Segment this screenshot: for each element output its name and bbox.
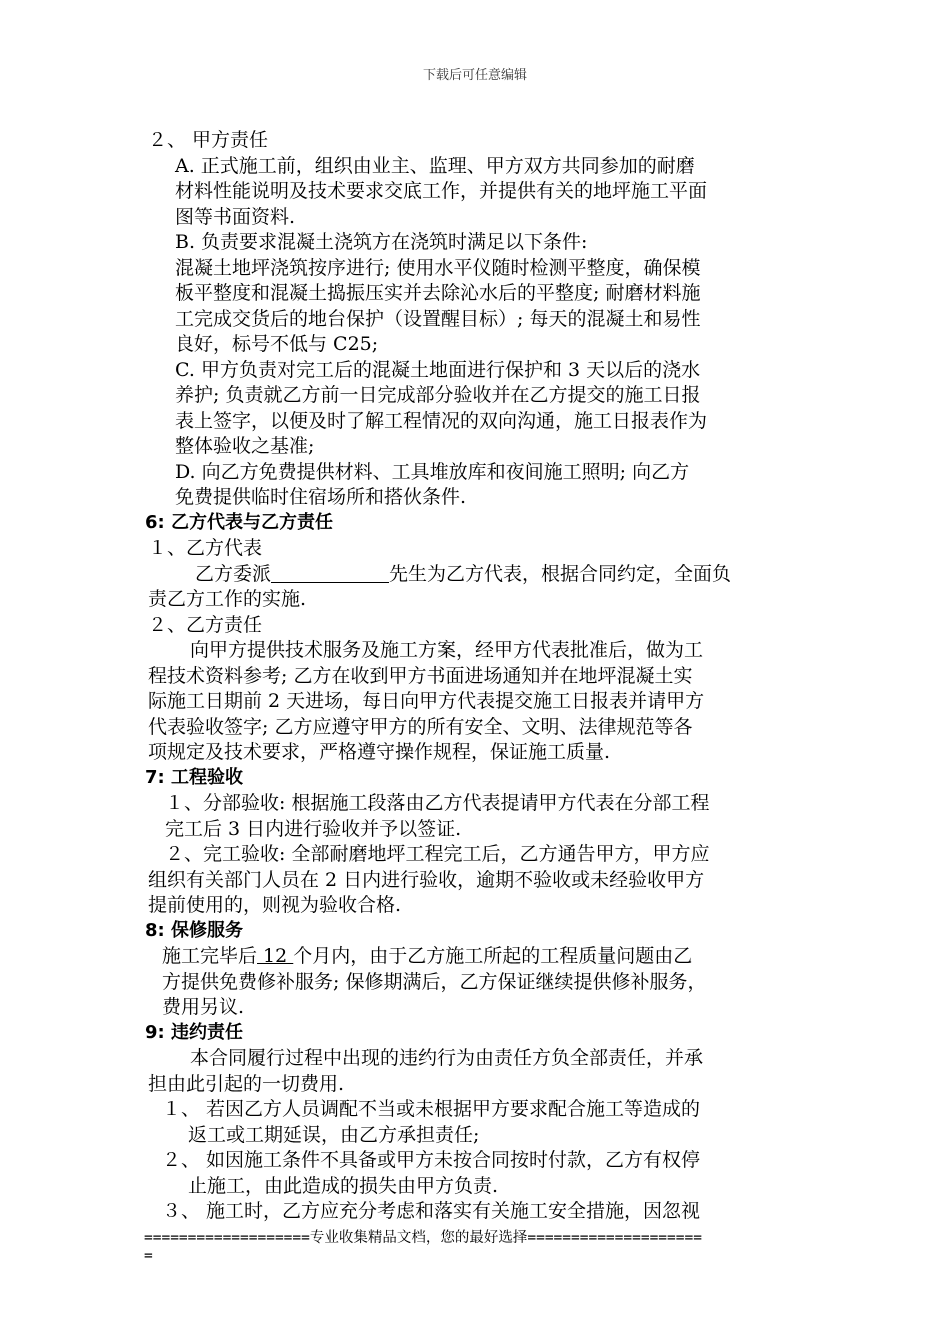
text-segment: 乙方委派 bbox=[195, 563, 272, 585]
text-line: 混凝土地坪浇筑按序进行; 使用水平仪随时检测平整度，确保模 bbox=[175, 257, 701, 279]
subsection-heading: １、乙方代表 bbox=[148, 537, 263, 559]
text-line: 担由此引起的一切费用. bbox=[148, 1073, 345, 1095]
subsection-heading: ２、乙方责任 bbox=[148, 614, 263, 636]
text-line: 责乙方工作的实施. bbox=[148, 588, 307, 610]
text-line: 程技术资料参考; 乙方在收到甲方书面进场通知并在地坪混凝土实 bbox=[148, 665, 693, 687]
text-line: ２、完工验收: 全部耐磨地坪工程完工后，乙方通告甲方，甲方应 bbox=[165, 843, 710, 865]
text-line: 完工后 3 日内进行验收并予以签证. bbox=[165, 818, 462, 840]
text-line: 工完成交货后的地台保护（设置醒目标）; 每天的混凝土和易性 bbox=[175, 308, 701, 330]
text-line: 板平整度和混凝土捣振压实并去除沁水后的平整度; 耐磨材料施 bbox=[175, 282, 701, 304]
text-line bbox=[195, 561, 731, 587]
text-line: 养护; 负责就乙方前一日完成部分验收并在乙方提交的施工日报 bbox=[175, 384, 701, 406]
text-line: 图等书面资料. bbox=[175, 206, 296, 228]
text-line: 费用另议. bbox=[162, 996, 245, 1018]
text-line: D. 向乙方免费提供材料、工具堆放库和夜间施工照明; 向乙方 bbox=[175, 461, 690, 483]
list-item: ３、 施工时，乙方应充分考虑和落实有关施工安全措施，因忽视 bbox=[162, 1200, 701, 1222]
text-line: 良好，标号不低与 C25; bbox=[175, 333, 379, 355]
text-line: 本合同履行过程中出现的违约行为由责任方负全部责任，并承 bbox=[190, 1047, 704, 1069]
section-8-heading: 8: 保修服务 bbox=[145, 920, 243, 941]
text-line: 表上签字，以便及时了解工程情况的双向沟通，施工日报表作为 bbox=[175, 410, 708, 432]
section-5-2-heading: ２、 甲方责任 bbox=[148, 129, 269, 151]
text-line: B. 负责要求混凝土浇筑方在浇筑时满足以下条件: bbox=[175, 231, 588, 253]
text-line: 返工或工期延误，由乙方承担责任; bbox=[188, 1124, 480, 1146]
text-line: 整体验收之基准; bbox=[175, 435, 315, 457]
text-line: 际施工日期前 2 天进场，每日向甲方代表提交施工日报表并请甲方 bbox=[148, 690, 705, 712]
text-line: C. 甲方负责对完工后的混凝土地面进行保护和 3 天以后的浇水 bbox=[175, 359, 701, 381]
text-line: 提前使用的，则视为验收合格. bbox=[148, 894, 402, 916]
warranty-months: 12 bbox=[257, 945, 294, 967]
page-footer: ===================专业收集精品文档，您的最好选择==================== bbox=[144, 1230, 702, 1246]
text-line: 方提供免费修补服务; 保修期满后，乙方保证继续提供修补服务， bbox=[162, 971, 707, 993]
section-7-heading: 7: 工程验收 bbox=[145, 767, 243, 788]
text-segment: 先生为乙方代表，根据合同约定，全面负 bbox=[389, 563, 732, 585]
text-line: 免费提供临时住宿场所和搭伙条件. bbox=[175, 486, 467, 508]
section-9-heading: 9: 违约责任 bbox=[145, 1022, 243, 1043]
text-line: 组织有关部门人员在 2 日内进行验收，逾期不验收或未经验收甲方 bbox=[148, 869, 705, 891]
text-line: 止施工，由此造成的损失由甲方负责. bbox=[188, 1175, 499, 1197]
text-segment: 个月内，由于乙方施工所起的工程质量问题由乙 bbox=[293, 945, 693, 967]
text-line: 向甲方提供技术服务及施工方案，经甲方代表批准后，做为工 bbox=[190, 639, 704, 661]
text-line bbox=[162, 943, 692, 969]
section-6-heading: 6: 乙方代表与乙方责任 bbox=[145, 512, 333, 533]
representative-name-blank bbox=[271, 562, 389, 583]
list-item: ２、 如因施工条件不具备或甲方未按合同按时付款，乙方有权停 bbox=[162, 1149, 701, 1171]
text-line: A. 正式施工前，组织由业主、监理、甲方双方共同参加的耐磨 bbox=[175, 155, 695, 177]
page-header: 下载后可任意编辑 bbox=[422, 68, 527, 83]
text-line: 材料性能说明及技术要求交底工作，并提供有关的地坪施工平面 bbox=[175, 180, 708, 202]
text-line: 项规定及技术要求，严格遵守操作规程，保证施工质量. bbox=[148, 741, 611, 763]
text-line: １、分部验收: 根据施工段落由乙方代表提请甲方代表在分部工程 bbox=[165, 792, 710, 814]
text-line: 代表验收签字; 乙方应遵守甲方的所有安全、文明、法律规范等各 bbox=[148, 716, 693, 738]
list-item: １、 若因乙方人员调配不当或未根据甲方要求配合施工等造成的 bbox=[162, 1098, 701, 1120]
page-footer-tail: = bbox=[144, 1248, 153, 1264]
text-segment: 施工完毕后 bbox=[162, 945, 258, 967]
